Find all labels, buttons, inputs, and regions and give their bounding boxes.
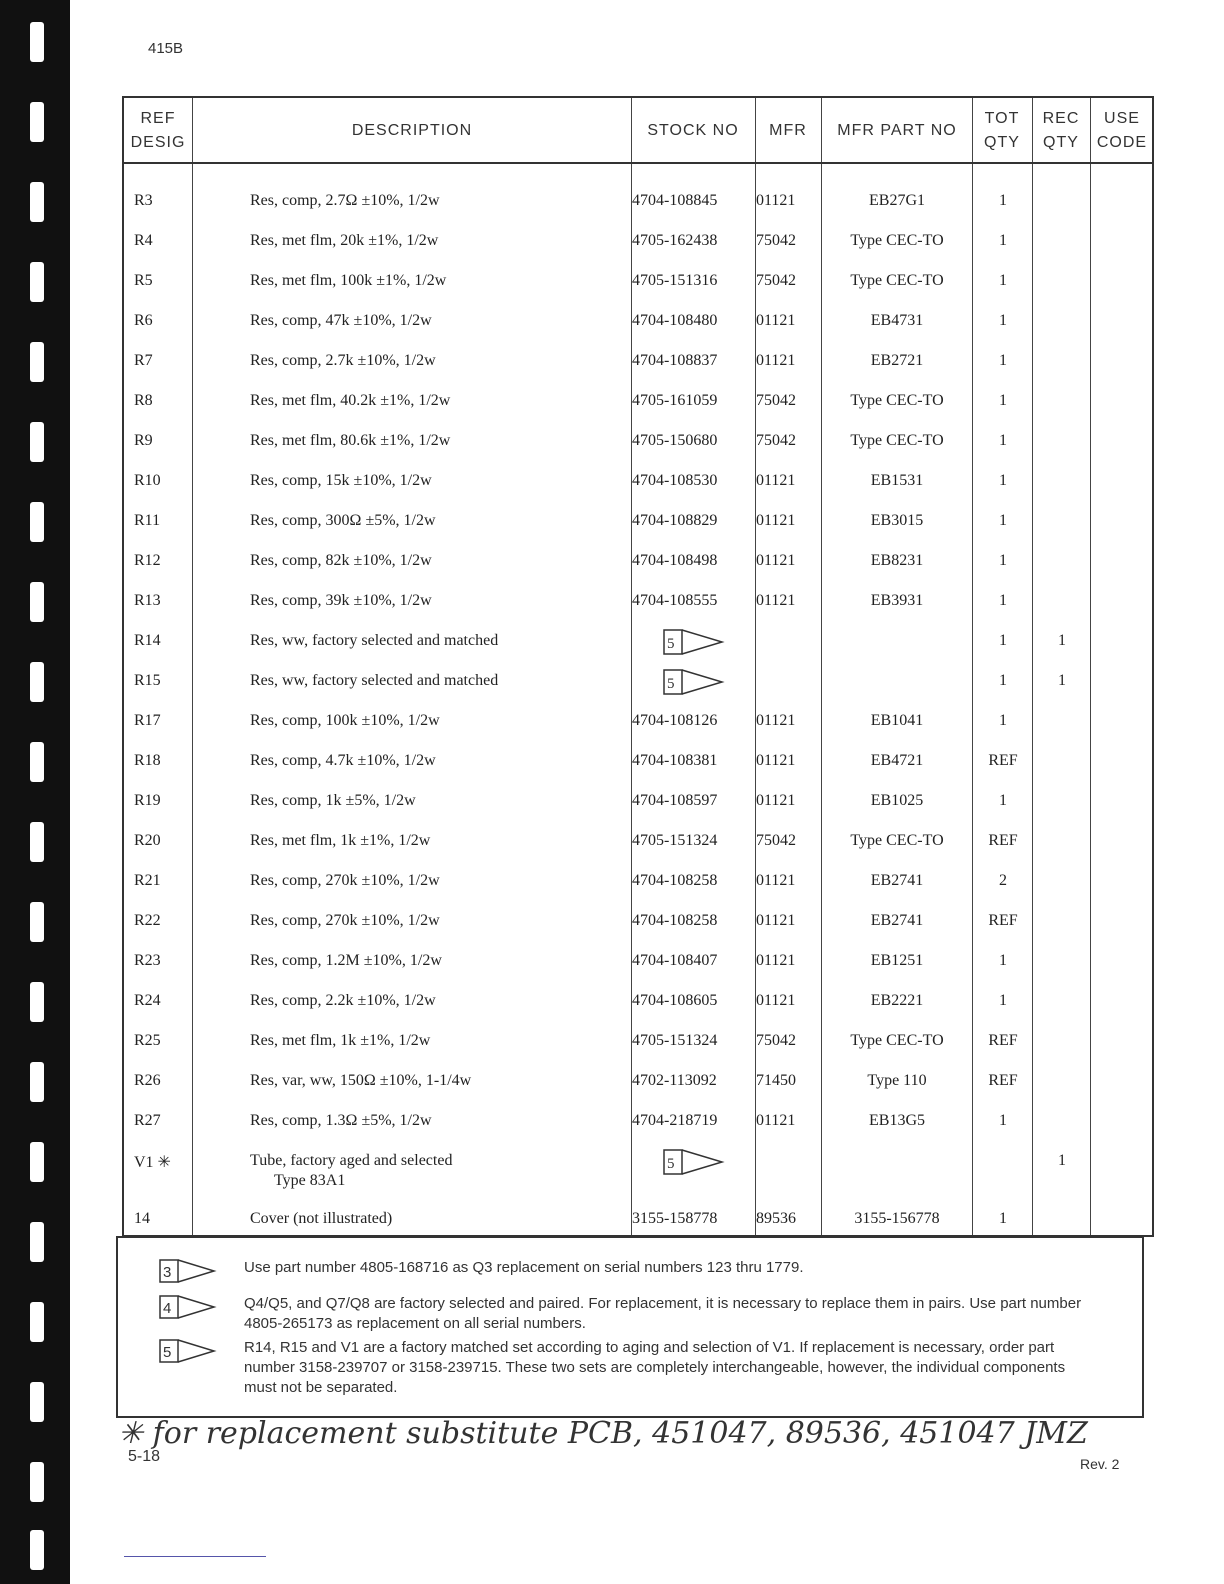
- cell-tot-qty: 1: [999, 792, 1007, 809]
- svg-text:4: 4: [163, 1300, 172, 1317]
- table-row: [124, 582, 1154, 622]
- cell-mfr: 01121: [756, 592, 796, 609]
- page-number: 5-18: [128, 1448, 161, 1465]
- svg-text:5: 5: [667, 1156, 675, 1172]
- cell-ref-desig: R25: [134, 1032, 161, 1049]
- table-row: [124, 262, 1154, 302]
- cell-description: Res, comp, 100k ±10%, 1/2w: [250, 712, 440, 729]
- header-use-code: USE CODE: [1096, 110, 1148, 151]
- cell-mfr: 01121: [756, 192, 796, 209]
- cell-ref-desig: R4: [134, 232, 153, 249]
- svg-text:5: 5: [667, 636, 675, 652]
- cell-mfr: 01121: [756, 952, 796, 969]
- cell-tot-qty: 1: [999, 512, 1007, 529]
- table-row: [124, 1062, 1154, 1102]
- cell-description: Res, met flm, 1k ±1%, 1/2w: [250, 832, 431, 849]
- cell-ref-desig: R13: [134, 592, 161, 609]
- cell-stock-no: 4704-108480: [632, 312, 718, 329]
- table-row: [124, 662, 1154, 702]
- table-row: [124, 222, 1154, 262]
- cell-description: Res, met flm, 1k ±1%, 1/2w: [250, 1032, 431, 1049]
- cell-stock-no: 4705-161059: [632, 392, 718, 409]
- cell-tot-qty: REF: [988, 912, 1018, 929]
- cell-ref-desig: R21: [134, 872, 161, 889]
- parts-table: [122, 96, 1154, 1237]
- cell-mfr: 01121: [756, 512, 796, 529]
- cell-tot-qty: 1: [999, 712, 1007, 729]
- header-rec-qty: REC QTY: [1042, 110, 1080, 151]
- cell-mfr-part-no: EB8231: [870, 552, 924, 569]
- table-row: [124, 1022, 1154, 1062]
- cell-rec-qty: 1: [1058, 632, 1066, 649]
- table-row: [124, 902, 1154, 942]
- cell-mfr-part-no: Type CEC-TO: [850, 832, 944, 849]
- cell-description: Res, comp, 300Ω ±5%, 1/2w: [250, 512, 436, 529]
- cell-description: Res, comp, 270k ±10%, 1/2w: [250, 912, 440, 929]
- cell-mfr-part-no: EB4731: [870, 312, 924, 329]
- table-row: [124, 382, 1154, 422]
- cell-mfr-part-no: EB2221: [870, 992, 924, 1009]
- table-row: [124, 342, 1154, 382]
- cell-stock-no: 4704-108407: [632, 952, 718, 969]
- svg-text:5: 5: [667, 676, 675, 692]
- cell-description: Res, var, ww, 150Ω ±10%, 1-1/4w: [250, 1072, 472, 1089]
- cell-mfr: 75042: [756, 1032, 796, 1049]
- table-row: [124, 1142, 1154, 1189]
- note-flag-5-icon: [158, 1338, 218, 1364]
- cell-stock-no: 4704-108845: [632, 192, 718, 209]
- table-row: [124, 622, 1154, 662]
- cell-ref-desig: R26: [134, 1072, 161, 1089]
- cell-tot-qty: 1: [999, 392, 1007, 409]
- cell-mfr-part-no: EB3931: [870, 592, 924, 609]
- table-row: [124, 302, 1154, 342]
- cell-mfr-part-no: EB4721: [870, 752, 924, 769]
- cell-description: Tube, factory aged and selected: [250, 1152, 453, 1169]
- cell-stock-no: 4705-151324: [632, 1032, 718, 1049]
- note-flag-icon: [662, 1148, 726, 1176]
- cell-mfr-part-no: EB2721: [870, 352, 924, 369]
- revision: Rev. 2: [1080, 1456, 1120, 1472]
- table-row: [124, 822, 1154, 862]
- cell-mfr: 71450: [756, 1072, 796, 1089]
- cell-description: Res, comp, 4.7k ±10%, 1/2w: [250, 752, 436, 769]
- cell-stock-no: 4704-108829: [632, 512, 718, 529]
- cell-ref-desig: R10: [134, 472, 161, 489]
- table-row: [124, 942, 1154, 982]
- cell-mfr-part-no: EB1531: [870, 472, 924, 489]
- cell-tot-qty: 1: [999, 472, 1007, 489]
- cell-stock-no: 4704-108530: [632, 472, 718, 489]
- note-flag-3-icon: [158, 1258, 218, 1284]
- cell-description-line2: Type 83A1: [274, 1172, 346, 1189]
- cell-description: Res, met flm, 40.2k ±1%, 1/2w: [250, 392, 451, 409]
- cell-mfr: 01121: [756, 352, 796, 369]
- cell-description: Res, comp, 15k ±10%, 1/2w: [250, 472, 432, 489]
- header-mfr: MFR: [769, 122, 807, 139]
- cell-ref-desig: R23: [134, 952, 161, 969]
- note-5-text: R14, R15 and V1 are a factory matched set according to aging and selection of V1. If replacement is necessary, order part number 3158-239707 or 3158-239715. These two sets are completely interchangeable, however, the individual components must not be separated.: [244, 1339, 1066, 1396]
- cell-mfr: 01121: [756, 312, 796, 329]
- cell-mfr: 01121: [756, 552, 796, 569]
- cell-stock-no: 3155-158778: [632, 1210, 718, 1227]
- cell-mfr-part-no: Type CEC-TO: [850, 432, 944, 449]
- header-stock-no: STOCK NO: [647, 122, 739, 139]
- cell-ref-desig: R6: [134, 312, 153, 329]
- cell-ref-desig: R20: [134, 832, 161, 849]
- cell-ref-desig: R11: [134, 512, 161, 529]
- cell-tot-qty: 1: [999, 552, 1007, 569]
- cell-mfr-part-no: EB13G5: [869, 1112, 925, 1129]
- cell-description: Res, met flm, 20k ±1%, 1/2w: [250, 232, 439, 249]
- cell-tot-qty: 1: [999, 192, 1007, 209]
- cell-stock-no: 4704-108381: [632, 752, 718, 769]
- cell-mfr: 75042: [756, 432, 796, 449]
- table-row: [124, 462, 1154, 502]
- cell-mfr: 75042: [756, 832, 796, 849]
- cell-stock-no: 4705-150680: [632, 432, 718, 449]
- note-flag-icon: [662, 668, 726, 696]
- cell-stock-no: 4705-151324: [632, 832, 718, 849]
- cell-tot-qty: 2: [999, 872, 1007, 889]
- cell-tot-qty: 1: [999, 232, 1007, 249]
- cell-tot-qty: 1: [999, 992, 1007, 1009]
- note-flag-icon: [662, 628, 726, 656]
- table-row: [124, 862, 1154, 902]
- cell-tot-qty: 1: [999, 432, 1007, 449]
- cell-tot-qty: REF: [988, 832, 1018, 849]
- cell-mfr-part-no: 3155-156778: [854, 1210, 940, 1227]
- cell-mfr: 01121: [756, 912, 796, 929]
- cell-ref-desig: R24: [134, 992, 161, 1009]
- cell-stock-no: 4704-108555: [632, 592, 718, 609]
- cell-mfr: 01121: [756, 712, 796, 729]
- cell-description: Res, met flm, 100k ±1%, 1/2w: [250, 272, 447, 289]
- page-id: 415B: [148, 40, 184, 57]
- cell-tot-qty: 1: [999, 1210, 1007, 1227]
- cell-description: Res, met flm, 80.6k ±1%, 1/2w: [250, 432, 451, 449]
- table-row: [124, 742, 1154, 782]
- note-3-text: Use part number 4805-168716 as Q3 replacement on serial numbers 123 thru 1779.: [244, 1259, 804, 1276]
- cell-stock-no: 4705-162438: [632, 232, 718, 249]
- cell-ref-desig: R14: [134, 632, 161, 649]
- cell-mfr: 89536: [756, 1210, 796, 1227]
- note-flag-4-icon: [158, 1294, 218, 1320]
- cell-ref-desig: R9: [134, 432, 153, 449]
- header-description: DESCRIPTION: [351, 122, 473, 139]
- cell-description: Res, comp, 39k ±10%, 1/2w: [250, 592, 432, 609]
- table-row: [124, 542, 1154, 582]
- cell-stock-no: 4704-218719: [632, 1112, 718, 1129]
- cell-tot-qty: 1: [999, 952, 1007, 969]
- cell-mfr-part-no: Type CEC-TO: [850, 392, 944, 409]
- table-row: [124, 702, 1154, 742]
- cell-stock-no: 4704-108258: [632, 872, 718, 889]
- cell-tot-qty: REF: [988, 1032, 1018, 1049]
- cell-description: Res, comp, 1.2M ±10%, 1/2w: [250, 952, 442, 969]
- cell-ref-desig: R15: [134, 672, 161, 689]
- table-row: [124, 422, 1154, 462]
- cell-mfr: 01121: [756, 752, 796, 769]
- cell-stock-no: 4704-108605: [632, 992, 718, 1009]
- header-mfr-part-no: MFR PART NO: [837, 122, 957, 139]
- cell-ref-desig: R27: [134, 1112, 161, 1129]
- cell-stock-no: 4705-151316: [632, 272, 718, 289]
- table-row: [124, 182, 1154, 222]
- cell-tot-qty: 1: [999, 272, 1007, 289]
- cell-tot-qty: 1: [999, 672, 1007, 689]
- cell-stock-no: 4702-113092: [632, 1072, 717, 1089]
- cell-ref-desig: V1 ✳: [134, 1154, 171, 1171]
- cell-rec-qty: 1: [1058, 1152, 1066, 1169]
- cell-mfr-part-no: EB3015: [870, 512, 924, 529]
- bottom-rule: [124, 1556, 266, 1557]
- cell-tot-qty: REF: [988, 1072, 1018, 1089]
- cell-ref-desig: R8: [134, 392, 153, 409]
- cell-description: Res, comp, 47k ±10%, 1/2w: [250, 312, 432, 329]
- cell-description: Res, comp, 82k ±10%, 1/2w: [250, 552, 432, 569]
- cell-mfr: 01121: [756, 472, 796, 489]
- table-row: [124, 502, 1154, 542]
- cell-tot-qty: 1: [999, 632, 1007, 649]
- notes-box: [116, 1236, 1144, 1418]
- cell-mfr-part-no: EB1041: [870, 712, 924, 729]
- cell-tot-qty: 1: [999, 312, 1007, 329]
- cell-mfr: 01121: [756, 1112, 796, 1129]
- cell-description: Res, comp, 1k ±5%, 1/2w: [250, 792, 416, 809]
- table-row: [124, 1102, 1154, 1142]
- cell-description: Cover (not illustrated): [250, 1210, 393, 1227]
- film-strip-edge: [0, 0, 70, 1584]
- cell-ref-desig: R7: [134, 352, 153, 369]
- cell-mfr: 01121: [756, 992, 796, 1009]
- cell-stock-no: 4704-108258: [632, 912, 718, 929]
- cell-ref-desig: R5: [134, 272, 153, 289]
- cell-description: Res, comp, 2.7k ±10%, 1/2w: [250, 352, 436, 369]
- cell-mfr-part-no: Type CEC-TO: [850, 1032, 944, 1049]
- table-row: [124, 982, 1154, 1022]
- cell-description: Res, ww, factory selected and matched: [250, 672, 499, 689]
- header-ref-desig: REF DESIG: [130, 110, 186, 151]
- cell-mfr: 75042: [756, 232, 796, 249]
- cell-ref-desig: 14: [134, 1210, 150, 1227]
- cell-ref-desig: R18: [134, 752, 161, 769]
- cell-mfr-part-no: EB2741: [870, 912, 924, 929]
- cell-description: Res, comp, 2.2k ±10%, 1/2w: [250, 992, 436, 1009]
- cell-mfr-part-no: Type 110: [867, 1072, 927, 1089]
- cell-tot-qty: 1: [999, 1112, 1007, 1129]
- cell-ref-desig: R22: [134, 912, 161, 929]
- handwritten-note: ✳ for replacement substitute PCB, 451047, 89536, 451047 JMZ: [118, 1416, 1088, 1451]
- cell-description: Res, comp, 270k ±10%, 1/2w: [250, 872, 440, 889]
- table-row: [124, 782, 1154, 822]
- cell-mfr: 01121: [756, 872, 796, 889]
- cell-tot-qty: REF: [988, 752, 1018, 769]
- cell-ref-desig: R17: [134, 712, 161, 729]
- cell-rec-qty: 1: [1058, 672, 1066, 689]
- cell-mfr-part-no: EB27G1: [869, 192, 925, 209]
- svg-text:5: 5: [163, 1344, 172, 1361]
- svg-text:3: 3: [163, 1264, 172, 1281]
- cell-ref-desig: R19: [134, 792, 161, 809]
- cell-mfr-part-no: EB1251: [870, 952, 924, 969]
- cell-mfr: 75042: [756, 392, 796, 409]
- cell-stock-no: 4704-108498: [632, 552, 718, 569]
- cell-tot-qty: 1: [999, 592, 1007, 609]
- cell-mfr-part-no: Type CEC-TO: [850, 272, 944, 289]
- cell-tot-qty: 1: [999, 352, 1007, 369]
- cell-description: Res, comp, 1.3Ω ±5%, 1/2w: [250, 1112, 432, 1129]
- cell-mfr-part-no: EB1025: [870, 792, 924, 809]
- header-tot-qty: TOT QTY: [984, 110, 1020, 151]
- cell-mfr: 01121: [756, 792, 796, 809]
- cell-stock-no: 4704-108837: [632, 352, 718, 369]
- cell-ref-desig: R3: [134, 192, 153, 209]
- note-4-text: Q4/Q5, and Q7/Q8 are factory selected and paired. For replacement, it is necessary to replace them in pairs. Use part number 4805-265173 as replacement on all serial numbers.: [244, 1295, 1082, 1332]
- cell-description: Res, comp, 2.7Ω ±10%, 1/2w: [250, 192, 440, 209]
- cell-stock-no: 4704-108126: [632, 712, 718, 729]
- cell-mfr: 75042: [756, 272, 796, 289]
- cell-stock-no: 4704-108597: [632, 792, 718, 809]
- cell-mfr-part-no: Type CEC-TO: [850, 232, 944, 249]
- table-row: [124, 1200, 1154, 1240]
- cell-description: Res, ww, factory selected and matched: [250, 632, 499, 649]
- cell-ref-desig: R12: [134, 552, 161, 569]
- cell-mfr-part-no: EB2741: [870, 872, 924, 889]
